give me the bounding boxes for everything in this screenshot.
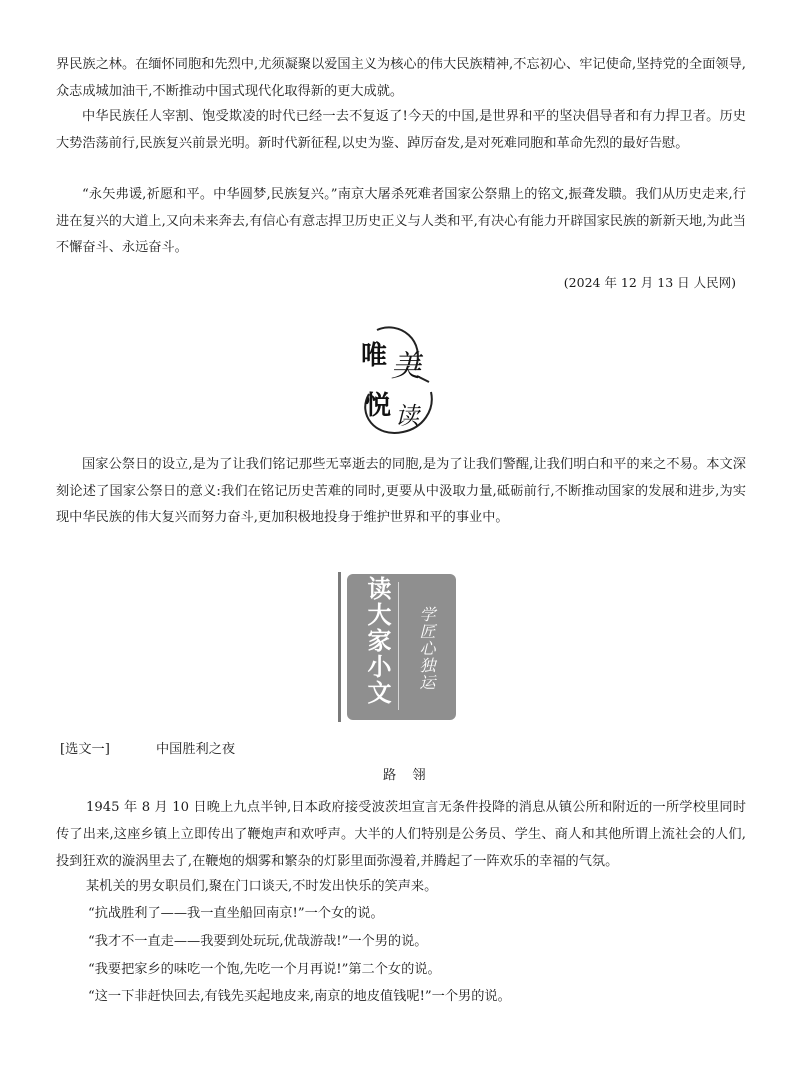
- dialogue-line-2: “我才不一直走——我要到处玩玩,优哉游哉!”一个男的说。: [88, 934, 428, 949]
- selection-title: 中国胜利之夜: [156, 742, 236, 757]
- banner-subtitle: 学匠心独运: [417, 606, 436, 691]
- article-paragraph-2: 中华民族任人宰割、饱受欺凌的时代已经一去不复返了!今天的中国,是世界和平的坚决倡导者和有力捍卫者。历史大势浩荡前行,民族复兴前景光明。新时代新征程,以史为鉴、踔厉奋发,是对死难同胞和革命先烈的最好告慰。: [56, 109, 746, 151]
- commentary-paragraph: 国家公祭日的设立,是为了让我们铭记那些无辜逝去的同胞,是为了让我们警醒,让我们明白和平的来之不易。本文深刻论述了国家公祭日的意义:我们在铭记历史苦难的同时,更要从中汲取力量,砥砺前行,不断推动国家的发展和进步,为实现中华民族的伟大复兴而努力奋斗,更加积极地投身于维护世界和平的事业中。: [56, 457, 746, 525]
- article-paragraph-1: 界民族之林。在缅怀同胞和先烈中,尤须凝聚以爱国主义为核心的伟大民族精神,不忘初心、牢记使命,坚持党的全面领导,众志成城加油干,不断推动中国式现代化取得新的更大成就。: [56, 57, 746, 99]
- banner-accent-bar: [338, 572, 341, 722]
- section-banner: [338, 572, 458, 722]
- selection-label: [选文一]: [60, 742, 110, 757]
- selection-paragraph-1: 1945 年 8 月 10 日晚上九点半钟,日本政府接受波茨坦宣言无条件投降的消息从镇公所和附近的一所学校里同时传了出来,这座乡镇上立即传出了鞭炮声和欢呼声。大半的人们特别是公务员、学生、商人和其他所谓上流社会的人们,投到狂欢的漩涡里去了,在鞭炮的烟雾和繁杂的灯影里面弥漫着,并腾起了一阵欢乐的幸福的气氛。: [56, 800, 746, 869]
- article-paragraph-3: “永矢弗谖,祈愿和平。中华圆梦,民族复兴。”南京大屠杀死难者国家公祭鼎上的铭文,振聋发聩。我们从历史走来,行进在复兴的大道上,又向未来奔去,有信心有意志捍卫历史正义与人类和平,有决心有能力开辟国家民族的新新天地,为此当不懈奋斗、永远奋斗。: [56, 187, 746, 255]
- dialogue-line-1: “抗战胜利了——我一直坐船回南京!”一个女的说。: [88, 906, 384, 921]
- weimei-yuedu-logo: [357, 322, 439, 438]
- logo-char-3: 悦: [365, 391, 392, 421]
- logo-char-4: 读: [395, 402, 419, 430]
- dialogue-line-3: “我要把家乡的味吃一个饱,先吃一个月再说!”第二个女的说。: [88, 962, 441, 977]
- logo-char-2: 美: [391, 349, 421, 384]
- selection-paragraph-2: 某机关的男女职员们,聚在门口谈天,不时发出快乐的笑声来。: [86, 879, 438, 894]
- logo-char-1: 唯: [361, 341, 388, 371]
- logo-artwork-icon: [357, 322, 439, 438]
- selection-author: 路 翎: [383, 768, 432, 783]
- article-source: (2024 年 12 月 13 日 人民网): [563, 275, 736, 290]
- banner-main-title: 读大家小文: [363, 576, 391, 706]
- banner-divider: [398, 582, 399, 710]
- dialogue-line-4: “这一下非赶快回去,有钱先买起地皮来,南京的地皮值钱呢!”一个男的说。: [88, 989, 511, 1004]
